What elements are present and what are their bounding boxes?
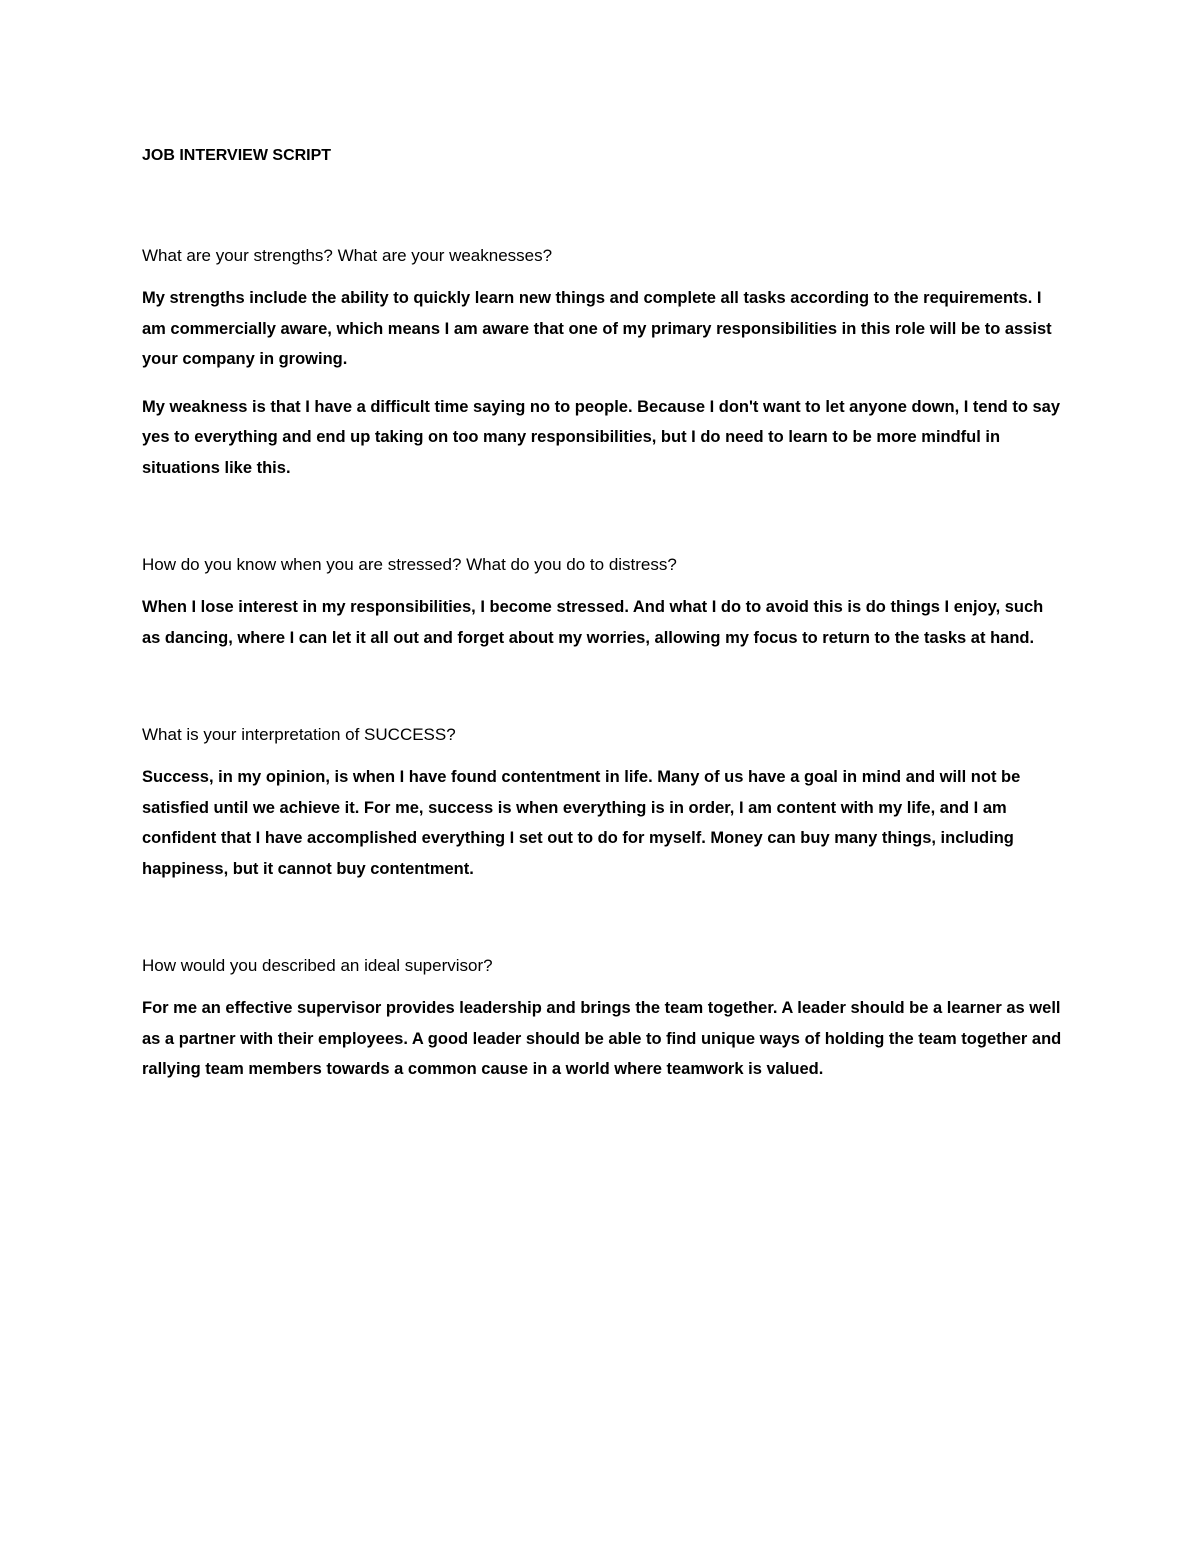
answer-weaknesses: My weakness is that I have a difficult time saying no to people. Because I don't want to let anyone down, I tend to say yes to everything and end up taking on too many responsibilities, but I do need to learn to be more mindful in situations like this. (142, 397, 1061, 477)
question-success: What is your interpretation of SUCCESS? (142, 725, 456, 744)
answer-stress: When I lose interest in my responsibilities, I become stressed. And what I do to avoid this is do things I enjoy, such as dancing, where I can let it all out and forget about my worries, allowing my focus to return to the tasks at hand. (142, 598, 1044, 647)
answer-success: Success, in my opinion, is when I have found contentment in life. Many of us have a goal in mind and will not be satisfied until we achieve it. For me, success is when everything is in order, I am content with my life, and I am confident that I have accomplished everything I set out to do for myself. Money can buy many things, including happiness, but it cannot buy contentment. (142, 768, 1021, 878)
answer-ideal-supervisor: For me an effective supervisor provides leadership and brings the team together. A leader should be a learner as well as a partner with their employees. A good leader should be able to find unique ways of holding the team together and rallying team members towards a common cause in a world where teamwork is valued. (142, 999, 1062, 1078)
question-stress: How do you know when you are stressed? What do you do to distress? (142, 555, 677, 574)
answer-strengths: My strengths include the ability to quickly learn new things and complete all tasks according to the requirements. I am commercially aware, which means I am aware that one of my primary responsibilities in this role will be to assist your company in growing. (142, 289, 1052, 368)
document-title: JOB INTERVIEW SCRIPT (142, 147, 332, 164)
document-body (142, 144, 1062, 1085)
question-ideal-supervisor: How would you described an ideal supervisor? (142, 956, 493, 975)
question-strengths-weaknesses: What are your strengths? What are your weaknesses? (142, 246, 553, 265)
